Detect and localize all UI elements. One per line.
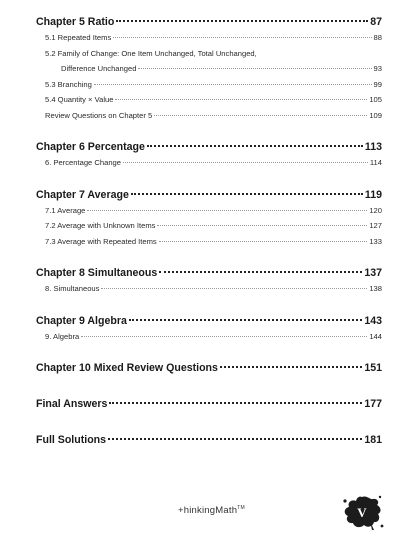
- toc-entry-5-2-continued[interactable]: [36, 61, 382, 77]
- toc-entry-5-1[interactable]: [36, 30, 382, 46]
- toc-entry-title: 6. Percentage Change: [45, 158, 121, 167]
- toc-entry-title: 9. Algebra: [45, 331, 80, 341]
- toc-entry-page: 120: [369, 205, 382, 215]
- trademark-mark: TM: [237, 505, 245, 511]
- toc-entry-5-3[interactable]: [36, 77, 382, 93]
- toc-entry-page: 137: [364, 267, 382, 279]
- dot-leader: [116, 20, 368, 22]
- toc-entry-6[interactable]: [36, 155, 382, 171]
- toc-entry-title: 5.1 Repeated Items: [45, 33, 112, 42]
- toc-entry-title: Chapter 6 Percentage: [36, 141, 145, 153]
- toc-entry-chapter-8[interactable]: [36, 265, 382, 281]
- toc-entry-review-5[interactable]: [36, 108, 382, 124]
- toc-entry-title: Chapter 10 Mixed Review Questions: [36, 362, 218, 374]
- toc-entry-title: 5.2 Family of Change: One Item Unchanged, Total Unchanged,: [45, 48, 257, 58]
- toc-entry-page: 177: [364, 398, 382, 410]
- dot-leader: [101, 288, 367, 289]
- toc-entry-7-1[interactable]: [36, 203, 382, 219]
- toc-entry-title: 8. Simultaneous: [45, 284, 100, 293]
- toc-entry-title: Difference Unchanged: [61, 64, 137, 73]
- toc-entry-9[interactable]: [36, 329, 382, 345]
- toc-entry-7-2[interactable]: [36, 218, 382, 234]
- toc-entry-chapter-7[interactable]: [36, 187, 382, 203]
- toc-entry-title: Review Questions on Chapter 5: [45, 110, 153, 120]
- toc-entry-title: Chapter 5 Ratio: [36, 16, 115, 28]
- toc-entry-page: 181: [364, 434, 382, 446]
- brand-name: +hinkingMath: [178, 505, 238, 517]
- dot-leader: [108, 438, 362, 440]
- toc-entry-page: 114: [369, 158, 382, 167]
- toc-entry-page: 88: [373, 33, 382, 42]
- toc-entry-title: Chapter 7 Average: [36, 188, 129, 201]
- toc-entry-title: 5.4 Quantity × Value: [45, 95, 114, 104]
- toc-entry-page: 144: [369, 331, 382, 341]
- dot-leader: [115, 99, 367, 100]
- toc-entry-page: 133: [369, 236, 382, 246]
- toc-entry-page: 105: [369, 95, 382, 104]
- dot-leader: [109, 402, 362, 404]
- dot-leader: [87, 210, 367, 211]
- toc-entry-page: 109: [369, 110, 382, 120]
- dot-leader: [131, 193, 363, 195]
- toc-entry-page: 127: [369, 221, 382, 230]
- toc-entry-page: 87: [370, 16, 382, 28]
- dot-leader: [157, 225, 367, 226]
- toc-entry-title: Chapter 8 Simultaneous: [36, 267, 158, 279]
- dot-leader: [154, 115, 367, 116]
- toc-entry-title: 7.1 Average: [45, 205, 86, 215]
- toc-entry-5-2[interactable]: [36, 46, 382, 62]
- toc-entry-title: Chapter 9 Algebra: [36, 314, 127, 327]
- toc-entry-page: 151: [364, 362, 382, 374]
- toc-entry-5-4[interactable]: [36, 92, 382, 108]
- dot-leader: [138, 68, 371, 69]
- dot-leader: [220, 366, 362, 368]
- toc-entry-title: Full Solutions: [36, 434, 107, 446]
- dot-leader: [81, 336, 367, 337]
- toc-entry-page: 99: [373, 79, 382, 89]
- dot-leader: [147, 145, 363, 147]
- dot-leader: [129, 319, 362, 321]
- toc-entry-final-answers[interactable]: [36, 396, 382, 412]
- dot-leader: [159, 271, 362, 273]
- toc-entry-page: 138: [369, 284, 382, 293]
- table-of-contents: [36, 14, 382, 448]
- toc-entry-chapter-5[interactable]: [36, 14, 382, 30]
- dot-leader: [123, 162, 368, 163]
- toc-entry-page: 119: [364, 188, 382, 201]
- toc-entry-page: 143: [364, 314, 382, 327]
- toc-entry-page: 93: [373, 64, 382, 73]
- toc-entry-chapter-10[interactable]: [36, 360, 382, 376]
- toc-entry-7-3[interactable]: [36, 234, 382, 250]
- dot-leader: [113, 37, 371, 38]
- toc-entry-page: 113: [364, 141, 382, 153]
- toc-entry-8[interactable]: [36, 281, 382, 297]
- toc-entry-chapter-9[interactable]: [36, 313, 382, 329]
- toc-entry-title: Final Answers: [36, 398, 108, 410]
- toc-entry-title: 7.3 Average with Repeated Items: [45, 236, 157, 246]
- toc-entry-chapter-6[interactable]: [36, 139, 382, 155]
- logo-letter: V: [357, 505, 367, 520]
- ink-splash-logo-icon: [340, 493, 384, 531]
- toc-entry-title: 7.2 Average with Unknown Items: [45, 221, 156, 230]
- toc-entry-full-solutions[interactable]: [36, 432, 382, 448]
- dot-leader: [94, 84, 372, 85]
- brand-wordmark: [178, 505, 245, 516]
- dot-leader: [159, 241, 368, 242]
- toc-entry-title: 5.3 Branching: [45, 79, 92, 89]
